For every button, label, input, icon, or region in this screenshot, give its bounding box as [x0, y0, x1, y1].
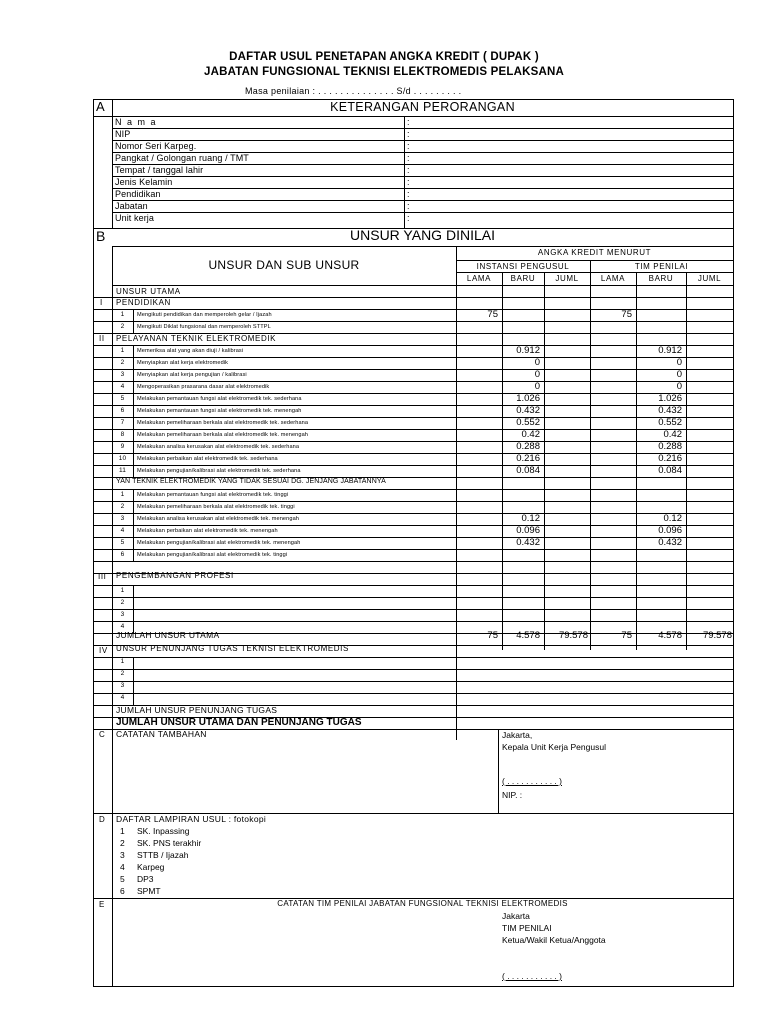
item-text: Melakukan perbaikan alat elektromedik tek. sederhana — [137, 456, 278, 462]
value-tim-baru: 0.42 — [663, 429, 682, 440]
tim-sign: ( . . . . . . . . . . . ) — [502, 971, 562, 981]
item-number: 8 — [120, 431, 125, 438]
item-number: 6 — [120, 551, 125, 558]
table-rule — [93, 597, 733, 598]
personal-field-separator: : — [407, 129, 410, 139]
value-tim-baru: 0 — [676, 369, 682, 380]
lampiran-item: DP3 — [137, 874, 154, 884]
table-rule — [93, 549, 733, 550]
item-number: 4 — [120, 694, 125, 701]
lampiran-number: 6 — [120, 886, 125, 896]
value-tim-baru: 0.432 — [658, 537, 682, 548]
item-text: Menyiapkan alat kerja elektromedik — [137, 360, 229, 366]
personal-field-label: N a m a — [115, 117, 158, 127]
roman-i: I — [100, 298, 103, 307]
pendidikan-label: PENDIDIKAN — [116, 298, 171, 307]
item-text: Melakukan pemantauan fungsi alat elektromedik tek. menengah — [137, 408, 302, 414]
sub-column-header: LAMA — [466, 274, 492, 283]
item-number: 11 — [119, 467, 126, 474]
item-number: 2 — [120, 599, 125, 606]
value-baru: 0.12 — [521, 513, 540, 524]
value-tim-baru: 0.084 — [658, 465, 682, 476]
col-unsur-header: UNSUR DAN SUB UNSUR — [208, 258, 360, 272]
table-rule — [112, 188, 733, 189]
yan-label: YAN TEKNIK ELEKTROMEDIK YANG TIDAK SESUAI DG. JENJANG JABATANNYA — [116, 478, 386, 485]
section-d-letter: D — [99, 815, 106, 824]
lampiran-number: 3 — [120, 850, 125, 860]
value-tim-baru: 0.912 — [658, 345, 682, 356]
value-lama: 75 — [487, 309, 498, 320]
value-tim-baru: 0.216 — [658, 453, 682, 464]
table-rule — [112, 285, 733, 286]
value-baru: 1.026 — [516, 393, 540, 404]
personal-field-separator: : — [407, 165, 410, 175]
item-number: 3 — [120, 611, 125, 618]
item-text: Melakukan pengujian/kalibrasi alat elektromedik tek. menengah — [137, 540, 301, 546]
lampiran-number: 4 — [120, 862, 125, 872]
personal-field-label: Unit kerja — [115, 213, 155, 223]
section-a-heading: KETERANGAN PERORANGAN — [330, 100, 515, 114]
roman-ii: II — [99, 334, 105, 343]
section-a-letter: A — [96, 99, 105, 114]
table-rule — [93, 609, 733, 610]
item-number: 6 — [120, 407, 125, 414]
table-rule — [112, 164, 733, 165]
personal-field-label: Pendidikan — [115, 189, 161, 199]
personal-field-label: Pangkat / Golongan ruang / TMT — [115, 153, 249, 163]
table-rule — [93, 489, 733, 490]
table-rule — [93, 657, 733, 658]
table-rule — [456, 260, 733, 261]
item-text: Mengikuti pendidikan dan memperoleh gelar / Ijazah — [137, 312, 272, 318]
item-text: Melakukan analisa kerusakan alat elektromedik tek. sederhana — [137, 444, 300, 450]
value-baru: 0.552 — [516, 417, 540, 428]
kepala-sign: ( . . . . . . . . . . . ) — [502, 776, 562, 786]
item-number: 1 — [120, 587, 125, 594]
value-tim-baru: 0.096 — [658, 525, 682, 536]
tim-team: TIM PENILAI — [502, 923, 552, 933]
value-tim-baru: 0.432 — [658, 405, 682, 416]
item-number: 2 — [120, 323, 125, 330]
personal-field-separator: : — [407, 213, 410, 223]
item-text: Mengoperasikan prasarana dasar alat elektromedik — [137, 384, 270, 390]
item-text: Melakukan pemantauan fungsi alat elektromedik tek. tinggi — [137, 492, 289, 498]
sub-column-header: JUML — [697, 274, 722, 283]
lampiran-number: 2 — [120, 838, 125, 848]
section-e-letter: E — [99, 900, 105, 909]
item-text: Memeriksa alat yang akan diuji / kalibrasi — [137, 348, 244, 354]
table-rule — [112, 128, 733, 129]
personal-field-separator: : — [407, 201, 410, 211]
item-number: 9 — [120, 443, 125, 450]
personal-field-label: Jenis Kelamin — [115, 177, 173, 187]
value-baru: 0.912 — [516, 345, 540, 356]
tim-role: Ketua/Wakil Ketua/Anggota — [502, 935, 606, 945]
table-rule — [112, 176, 733, 177]
table-column-rule — [498, 729, 499, 813]
item-text: Melakukan pengujian/kalibrasi alat elektromedik tek. tinggi — [137, 552, 288, 558]
table-rule — [93, 116, 733, 117]
total-tim-baru: 4.578 — [658, 630, 682, 641]
pelayanan-label: PELAYANAN TEKNIK ELEKTROMEDIK — [116, 334, 277, 343]
lampiran-item: Karpeg — [137, 862, 165, 872]
value-tim-baru: 0 — [676, 357, 682, 368]
personal-field-separator: : — [407, 177, 410, 187]
personal-field-separator: : — [407, 153, 410, 163]
col-tim-header: TIM PENILAI — [634, 262, 689, 271]
value-tim-baru: 0.552 — [658, 417, 682, 428]
table-rule — [93, 297, 733, 298]
item-number: 3 — [120, 682, 125, 689]
table-rule — [112, 200, 733, 201]
table-rule — [93, 561, 733, 562]
roman-iv: IV — [99, 646, 108, 655]
value-baru: 0.432 — [516, 537, 540, 548]
item-text: Menyiapkan alat kerja pengujian / kalibrasi — [137, 372, 247, 378]
assessment-period: Masa penilaian : . . . . . . . . . . . . . . S/d . . . . . . . . . — [245, 86, 462, 96]
item-number: 1 — [120, 347, 125, 354]
roman-iii: III — [98, 572, 107, 581]
jumlah-penunjang-label: JUMLAH UNSUR PENUNJANG TUGAS — [116, 705, 278, 715]
item-text: Melakukan pemantauan fungsi alat elektromedik tek. sederhana — [137, 396, 302, 402]
item-number: 1 — [120, 491, 125, 498]
personal-field-label: Jabatan — [115, 201, 148, 211]
lampiran-item: STTB / Ijazah — [137, 850, 189, 860]
total-jml: 79.578 — [558, 630, 588, 641]
item-number: 1 — [120, 658, 125, 665]
personal-field-label: NIP — [115, 129, 131, 139]
personal-field-label: Nomor Seri Karpeg. — [115, 141, 197, 151]
item-number: 2 — [120, 670, 125, 677]
section-b-heading: UNSUR YANG DINILAI — [350, 227, 495, 243]
value-baru: 0 — [534, 369, 540, 380]
catatan-tambahan-label: CATATAN TAMBAHAN — [116, 729, 207, 739]
total-baru: 4.578 — [516, 630, 540, 641]
kepala-nip: NIP. : — [502, 790, 523, 800]
personal-field-label: Tempat / tanggal lahir — [115, 165, 204, 175]
sub-column-header: JUML — [555, 274, 579, 283]
lampiran-number: 5 — [120, 874, 125, 884]
kepala-city: Jakarta, — [502, 730, 533, 740]
table-rule — [112, 246, 733, 247]
table-rule — [93, 669, 733, 670]
item-number: 4 — [120, 527, 125, 534]
jumlah-utama-label: JUMLAH UNSUR UTAMA — [116, 630, 220, 640]
catatan-tim-heading: CATATAN TIM PENILAI JABATAN FUNGSIONAL TEKNISI ELEKTROMEDIS — [277, 899, 568, 908]
document-subtitle: JABATAN FUNGSIONAL TEKNISI ELEKTROMEDIS PELAKSANA — [204, 66, 564, 78]
item-text: Melakukan pemeliharaan berkala alat elektromedik tek. menengah — [137, 432, 308, 438]
value-baru: 0.432 — [516, 405, 540, 416]
item-number: 1 — [120, 311, 125, 318]
table-column-rule — [686, 272, 687, 650]
pengembangan-label: PENGEMBANGAN PROFESI — [116, 571, 234, 580]
value-baru: 0.084 — [516, 465, 540, 476]
item-number: 2 — [120, 503, 125, 510]
value-tim-baru: 0.288 — [658, 441, 682, 452]
kepala-role: Kepala Unit Kerja Pengusul — [502, 742, 606, 752]
lampiran-label: DAFTAR LAMPIRAN USUL : fotokopi — [116, 814, 267, 824]
item-text: Melakukan pemeliharaan berkala alat elektromedik tek. tinggi — [137, 504, 295, 510]
section-c-letter: C — [99, 730, 106, 739]
item-text: Melakukan pengujian/kalibrasi alat elektromedik tek. sederhana — [137, 468, 301, 474]
col-instansi-header: INSTANSI PENGUSUL — [476, 262, 570, 271]
unsur-utama-label: UNSUR UTAMA — [116, 287, 181, 296]
total-tim-lama: 75 — [621, 630, 632, 641]
table-rule — [93, 621, 733, 622]
personal-field-separator: : — [407, 141, 410, 151]
value-baru: 0.096 — [516, 525, 540, 536]
sub-column-header: BARU — [648, 274, 674, 283]
item-text: Melakukan pemeliharaan berkala alat elektromedik tek. sederhana — [137, 420, 309, 426]
table-rule — [93, 585, 733, 586]
sub-column-header: BARU — [510, 274, 536, 283]
table-column-rule — [544, 272, 545, 650]
value-baru: 0.42 — [521, 429, 540, 440]
value-baru: 0 — [534, 357, 540, 368]
item-number: 4 — [120, 383, 125, 390]
table-rule — [93, 681, 733, 682]
value-baru: 0 — [534, 381, 540, 392]
item-number: 5 — [120, 395, 125, 402]
personal-field-separator: : — [407, 117, 410, 127]
value-baru: 0.216 — [516, 453, 540, 464]
value-tim-baru: 0.12 — [663, 513, 682, 524]
section-b-letter: B — [96, 228, 106, 244]
personal-field-separator: : — [407, 189, 410, 199]
table-rule — [93, 693, 733, 694]
table-rule — [93, 501, 733, 502]
sub-column-header: LAMA — [600, 274, 626, 283]
item-number: 2 — [120, 359, 125, 366]
table-column-rule — [133, 345, 134, 477]
value-tim-baru: 1.026 — [658, 393, 682, 404]
value-tim-baru: 0 — [676, 381, 682, 392]
document-title: DAFTAR USUL PENETAPAN ANGKA KREDIT ( DUPAK ) — [229, 51, 539, 63]
tim-city: Jakarta — [502, 911, 530, 921]
table-rule — [112, 140, 733, 141]
table-rule — [112, 212, 733, 213]
item-text: Melakukan analisa kerusakan alat elektromedik tek. menengah — [137, 516, 299, 522]
item-number: 3 — [120, 515, 125, 522]
value-tim-lama: 75 — [621, 309, 632, 320]
item-text: Mengikuti Diklat fungsional dan memperoleh STTPL — [137, 324, 271, 330]
total-lama: 75 — [487, 630, 498, 641]
table-rule — [93, 321, 733, 322]
value-baru: 0.288 — [516, 441, 540, 452]
penunjang-label: UNSUR PENUNJANG TUGAS TEKNISI ELEKTROMEDIS — [116, 644, 349, 653]
item-number: 7 — [120, 419, 125, 426]
total-tim-jml: 79.578 — [702, 630, 732, 641]
item-number: 4 — [120, 623, 125, 630]
lampiran-item: SK. Inpassing — [137, 826, 190, 836]
table-rule — [93, 309, 733, 310]
item-number: 5 — [120, 539, 125, 546]
lampiran-item: SK. PNS terakhir — [137, 838, 202, 848]
table-column-rule — [404, 116, 405, 228]
col-angka-header: ANGKA KREDIT MENURUT — [537, 248, 652, 257]
item-number: 10 — [118, 455, 127, 462]
lampiran-item: SPMT — [137, 886, 161, 896]
table-rule — [456, 272, 733, 273]
item-text: Melakukan perbaikan alat elektromedik tek. menengah — [137, 528, 278, 534]
jumlah-total-label: JUMLAH UNSUR UTAMA DAN PENUNJANG TUGAS — [116, 717, 362, 728]
lampiran-number: 1 — [120, 826, 125, 836]
item-number: 3 — [120, 371, 125, 378]
